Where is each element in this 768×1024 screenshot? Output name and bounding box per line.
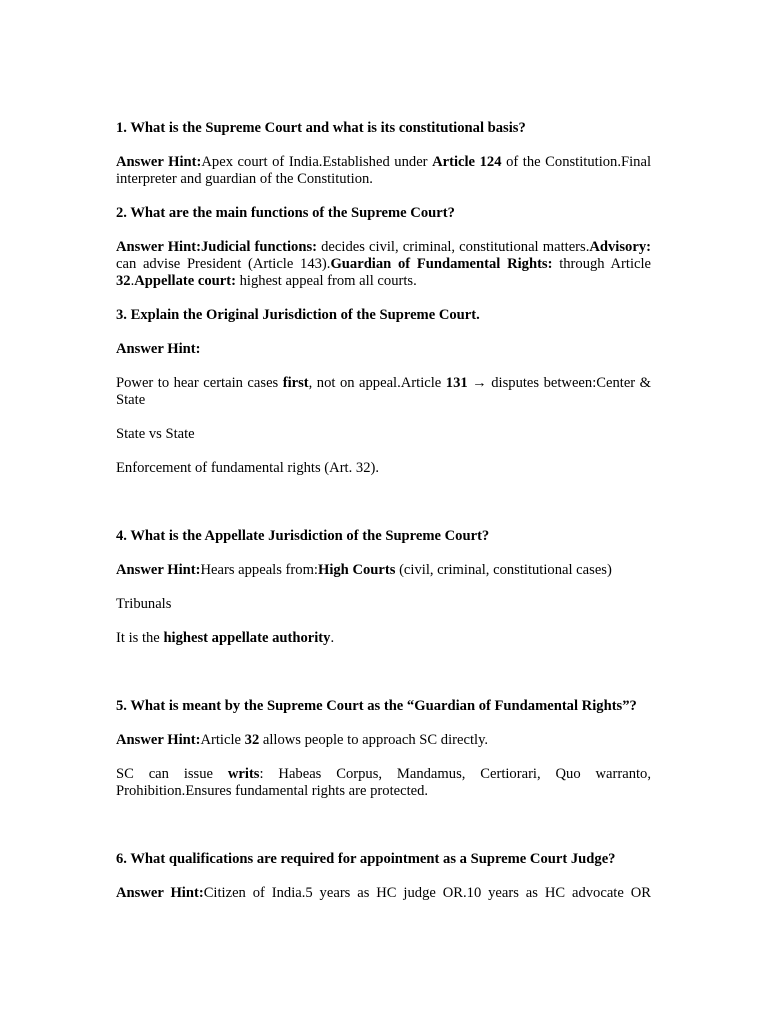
text-run: .: [130, 273, 135, 289]
text-run: .: [330, 630, 335, 646]
answer-paragraph: [116, 596, 651, 613]
answer-paragraph: [116, 630, 651, 647]
text-run: Hears appeals from:: [200, 562, 318, 578]
question-heading: 2. What are the main functions of the Supreme Court?: [116, 205, 455, 221]
bold-run: 131: [445, 375, 468, 391]
text-run: of the Constitution.Final interpreter and guardian of the Constitution.: [116, 154, 651, 187]
text-run: : Habeas Corpus, Mandamus, Certiorari, Quo warranto, Prohibition.Ensures fundamental rights are protected.: [116, 766, 651, 799]
text-run: It is the: [116, 630, 164, 646]
question-heading: 4. What is the Appellate Jurisdiction of the Supreme Court?: [116, 528, 490, 544]
text-run: highest appeal from all courts.: [235, 273, 417, 289]
answer-paragraph: [116, 766, 651, 800]
answer-paragraph: [116, 460, 651, 477]
text-run: Citizen of India.5 years as HC judge OR.10 years as HC advocate OR: [203, 885, 651, 901]
answer-paragraph: [116, 375, 651, 409]
question-heading: 5. What is meant by the Supreme Court as the “Guardian of Fundamental Rights”?: [116, 698, 637, 714]
text-run: Enforcement of fundamental rights (Art. 32).: [116, 460, 380, 476]
bold-run: Article 124: [432, 154, 502, 170]
text-run: decides civil, criminal, constitutional matters.: [317, 239, 590, 255]
document-body: [116, 120, 651, 919]
bold-run: writs: [227, 766, 260, 782]
bold-run: Appellate court:: [134, 273, 236, 289]
bold-run: Answer Hint:: [116, 732, 201, 748]
text-run: Apex court of India.Established under: [201, 154, 433, 170]
answer-paragraph: [116, 732, 651, 749]
bold-run: Guardian of Fundamental Rights:: [330, 256, 553, 272]
bold-run: Answer Hint:: [116, 341, 201, 357]
bold-run: Judicial functions:: [200, 239, 317, 255]
answer-paragraph: [116, 426, 651, 443]
text-run: (civil, criminal, constitutional cases): [395, 562, 612, 578]
text-run: State vs State: [116, 426, 195, 442]
answer-paragraph: [116, 341, 651, 358]
text-run: through Article: [552, 256, 652, 272]
answer-paragraph: [116, 885, 651, 902]
text-run: Power to hear certain cases: [116, 375, 283, 391]
text-run: Tribunals: [116, 596, 172, 612]
bold-run: 32: [244, 732, 260, 748]
bold-run: High Courts: [317, 562, 396, 578]
bold-run: 32: [116, 273, 131, 289]
answer-paragraph: [116, 154, 651, 188]
bold-run: Answer Hint:: [116, 154, 202, 170]
text-run: SC can issue: [116, 766, 228, 782]
bold-run: Advisory:: [589, 239, 651, 255]
bold-run: first: [282, 375, 309, 391]
question-heading: 1. What is the Supreme Court and what is its constitutional basis?: [116, 120, 526, 136]
bold-run: highest appellate authority: [163, 630, 331, 646]
text-run: → disputes between:Center & State: [116, 375, 652, 408]
text-run: allows people to approach SC directly.: [259, 732, 489, 748]
bold-run: Answer Hint:: [116, 885, 204, 901]
bold-run: Answer Hint:: [116, 239, 201, 255]
bold-run: Answer Hint:: [116, 562, 201, 578]
answer-paragraph: [116, 239, 651, 290]
question-heading: 6. What qualifications are required for appointment as a Supreme Court Judge?: [116, 851, 616, 867]
answer-paragraph: [116, 562, 651, 579]
question-heading: 3. Explain the Original Jurisdiction of the Supreme Court.: [116, 307, 480, 323]
text-run: Article: [200, 732, 245, 748]
text-run: , not on appeal.Article: [308, 375, 446, 391]
text-run: can advise President (Article 143).: [116, 256, 331, 272]
